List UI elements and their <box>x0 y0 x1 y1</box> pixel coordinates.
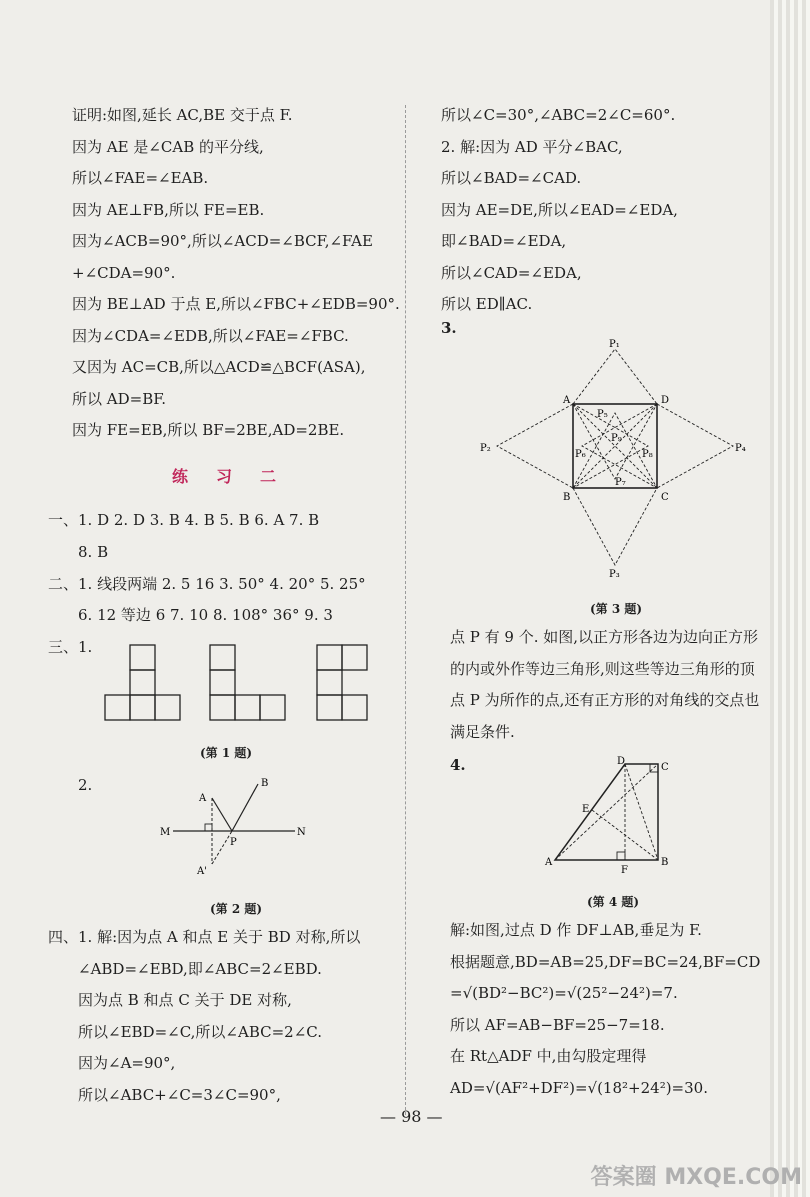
part4-line: 四、1. 解:因为点 A 和点 E 关于 BD 对称,所以 <box>48 928 361 946</box>
fig3-p2: P₂ <box>480 443 491 454</box>
proof-line: 因为∠CDA=∠EDB,所以∠FAE=∠FBC. <box>72 326 349 345</box>
fig3-square-triangles <box>475 339 755 580</box>
fig2-point-a-prime: A' <box>197 866 207 877</box>
watermark-logo: 答案圈 MXQE.COM <box>590 1165 802 1190</box>
fig3-point-a: A <box>563 395 571 406</box>
right-line: 即∠BAD=∠EDA, <box>441 232 567 250</box>
fig1-cube-views <box>100 640 385 725</box>
fig3-p4: P₄ <box>735 443 746 454</box>
fig2-reflection <box>155 772 315 887</box>
right-line: 所以 ED∥AC. <box>441 295 533 313</box>
proof-line: 因为 BE⊥AD 于点 E,所以∠FBC+∠EDB=90°. <box>72 295 400 313</box>
right-column <box>441 100 771 321</box>
fig4-point-a: A <box>545 857 553 868</box>
answers-part3-label: 三、1. <box>48 638 93 656</box>
page-number: — 98 — <box>380 1107 443 1126</box>
fig3-point-d: D <box>661 395 670 406</box>
answers-part2-line2: 6. 12 等边 6 7. 10 8. 108° 36° 9. 3 <box>78 606 333 624</box>
fig4-text-line: 所以 AF=AB−BF=25−7=18. <box>450 1015 665 1034</box>
fig4-point-c: C <box>661 762 669 773</box>
answers-part1-line1: 一、1. D 2. D 3. B 4. B 5. B 6. A 7. B <box>48 511 320 529</box>
fig4-trapezoid <box>540 752 680 877</box>
answers-part1-line2: 8. B <box>78 543 109 561</box>
proof-line: 因为 AE⊥FB,所以 FE=EB. <box>72 200 265 219</box>
fig2-caption: (第 2 题) <box>210 902 263 916</box>
part4-line: 因为∠A=90°, <box>78 1054 176 1072</box>
proof-line: 因为∠ACB=90°,所以∠ACD=∠BCF,∠FAE <box>72 232 373 250</box>
fig3-point-c: C <box>661 492 669 503</box>
fig2-point-p: P <box>230 837 237 848</box>
right-line: 2. 解:因为 AD 平分∠BAC, <box>441 137 623 156</box>
part4-line: 所以∠ABC+∠C=3∠C=90°, <box>78 1085 281 1104</box>
page-edge <box>770 0 810 1197</box>
proof-line: 因为 FE=EB,所以 BF=2BE,AD=2BE. <box>72 421 345 439</box>
fig4-label: 4. <box>450 756 466 774</box>
fig4-point-d: D <box>617 756 626 767</box>
fig4-text-line: 根据题意,BD=AB=25,DF=BC=24,BF=CD <box>450 952 761 971</box>
fig4-text-line: =√(BD²−BC²)=√(25²−24²)=7. <box>450 984 678 1002</box>
proof-line: 又因为 AC=CB,所以△ACD≌△BCF(ASA), <box>72 358 366 376</box>
fig3-p9: P₉ <box>611 433 622 444</box>
fig3-p7: P₇ <box>615 477 626 488</box>
right-line: 所以∠BAD=∠CAD. <box>441 169 582 187</box>
fig3-text-line: 满足条件. <box>450 722 515 741</box>
proof-line: +∠CDA=90°. <box>72 263 176 282</box>
answers-part2-line1: 二、1. 线段两端 2. 5 16 3. 50° 4. 20° 5. 25° <box>48 575 366 593</box>
proof-line: 所以∠FAE=∠EAB. <box>72 169 209 187</box>
section-title: 练习二 <box>172 467 305 486</box>
fig4-caption: (第 4 题) <box>587 895 640 909</box>
column-divider <box>405 105 406 1115</box>
part4-block <box>48 922 360 1111</box>
fig4-point-f: F <box>621 865 628 876</box>
fig2-label: 2. <box>78 776 93 794</box>
fig3-text-line: 的内或外作等边三角形,则这些等边三角形的顶 <box>450 659 755 678</box>
proof-line: 证明:如图,延长 AC,BE 交于点 F. <box>72 106 293 124</box>
fig2-point-a: A <box>199 793 207 804</box>
right-line: 因为 AE=DE,所以∠EAD=∠EDA, <box>441 200 678 219</box>
part4-line: 所以∠EBD=∠C,所以∠ABC=2∠C. <box>78 1022 322 1041</box>
fig2-point-m: M <box>160 827 171 838</box>
fig4-text-line: 解:如图,过点 D 作 DF⊥AB,垂足为 F. <box>450 921 702 939</box>
part4-line: 因为点 B 和点 C 关于 DE 对称, <box>78 991 292 1009</box>
fig3-text-line: 点 P 为所作的点,还有正方形的对角线的交点也 <box>450 691 760 709</box>
part4-line: ∠ABD=∠EBD,即∠ABC=2∠EBD. <box>78 959 322 978</box>
fig4-point-e: E <box>582 804 590 815</box>
fig4-point-b: B <box>661 857 669 868</box>
fig2-point-n: N <box>297 827 306 838</box>
proof-line: 所以 AD=BF. <box>72 389 167 408</box>
left-column <box>72 100 400 447</box>
fig4-solution <box>450 915 760 1104</box>
fig3-p3: P₃ <box>609 569 620 580</box>
fig3-label: 3. <box>441 319 457 337</box>
fig3-explanation <box>450 622 759 748</box>
right-line: 所以∠C=30°,∠ABC=2∠C=60°. <box>441 106 676 124</box>
fig4-text-line: 在 Rt△ADF 中,由勾股定理得 <box>450 1047 647 1065</box>
fig3-p6: P₆ <box>575 449 586 460</box>
fig3-p1: P₁ <box>609 339 620 350</box>
fig3-p8: P₈ <box>642 449 653 460</box>
fig1-caption: (第 1 题) <box>200 746 253 760</box>
fig4-text-line: AD=√(AF²+DF²)=√(18²+24²)=30. <box>450 1078 708 1097</box>
fig3-caption: (第 3 题) <box>590 602 643 616</box>
fig3-text-line: 点 P 有 9 个. 如图,以正方形各边为边向正方形 <box>450 628 759 646</box>
proof-line: 因为 AE 是∠CAB 的平分线, <box>72 137 264 156</box>
right-line: 所以∠CAD=∠EDA, <box>441 263 582 282</box>
fig3-p5: P₅ <box>597 409 608 420</box>
fig3-point-b: B <box>563 492 571 503</box>
fig2-point-b: B <box>261 778 269 789</box>
